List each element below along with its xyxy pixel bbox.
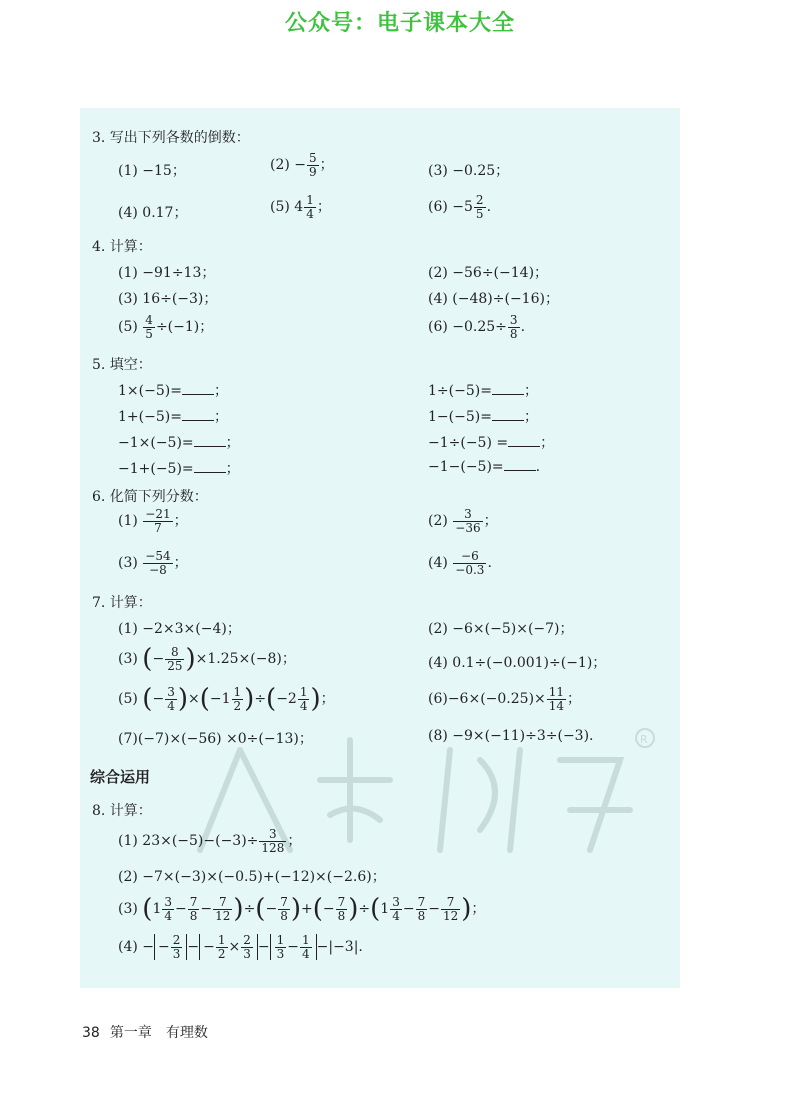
q7-item-7: (7)(−7)×(−56) ×0÷(−13)； [118,731,313,747]
q3-item-4: (4) 0.17； [118,205,188,221]
q5-title: 5. 填空： [92,357,152,373]
q3-item-6: (6) −5 $\frac{2}{5}$ . [428,193,492,221]
q5-blank-4: 1−(−5)= ； [428,409,538,425]
q6-item-4: (4) $\frac{-6}{-0.3}$ . [428,549,492,577]
q5-blank-7: −1+(−5)= ； [118,461,240,477]
q8-title: 8. 计算： [92,803,152,819]
q8-item-1: (1) 23×(−5)−(−3)÷ $\frac{3}{128}$ ； [118,827,302,855]
q5-blank-8: −1−(−5)= . [428,459,541,475]
header-banner: 公众号：电子课本大全 [284,11,515,36]
svg-text:R: R [640,733,648,746]
q4-item-4: (4) (−48)÷(−16)； [428,291,559,307]
q5-blank-3: 1+(−5)= ； [118,409,228,425]
q8-item-4: (4) − − $\frac{2}{3}$ − − $\frac{1}{2}$ × $\frac{2}{3}$ − $\frac{1}{3}$ − $\frac{1}{4}$ −|−3|. [118,933,363,961]
q4-item-5: (5) $\frac{4}{5}$ ÷(−1)； [118,313,214,341]
q6-title: 6. 化简下列分数： [92,489,208,505]
q4-item-3: (3) 16÷(−3)； [118,291,218,307]
q3-item-3: (3) −0.25； [428,163,510,179]
page-number: 38 [82,1025,100,1041]
q4-item-2: (2) −56÷(−14)； [428,265,549,281]
q4-item-1: (1) −91÷13； [118,265,216,281]
q6-item-2: (2) $\frac{3}{-36}$ ； [428,507,498,535]
q3-item-2: (2) − $\frac{5}{9}$ ； [270,151,334,179]
q3-item-5: (5) 4 $\frac{1}{4}$ ； [270,193,331,221]
q3-title: 3. 写出下列各数的倒数： [92,130,250,146]
q6-item-1: (1) $\frac{-21}{7}$ ； [118,507,188,535]
q5-blank-6: −1÷(−5) = ； [428,435,555,451]
q7-item-4: (4) 0.1÷(−0.001)÷(−1)； [428,655,607,671]
q5-blank-2: 1÷(−5)= ； [428,383,538,399]
q7-item-1: (1) −2×3×(−4)； [118,621,241,637]
section-heading: 综合运用 [90,768,151,786]
q5-blank-5: −1×(−5)= ； [118,435,240,451]
q3-item-1: (1) −15； [118,163,186,179]
q5-blank-1: 1×(−5)= ； [118,383,228,399]
q8-item-3: (3) (1 $\frac{3}{4}$ − $\frac{7}{8}$ − $\frac{7}{12}$ )÷(− $\frac{7}{8}$ )+(− $\frac{7}{8}$ )÷(1 $\frac{3}{4}$ − $\frac{7}{8}$ − $\frac{7}{12}$ )； [118,894,486,924]
q7-item-8: (8) −9×(−11)÷3÷(−3). [428,728,594,744]
q7-item-5: (5) (− $\frac{3}{4}$ )×(−1 $\frac{1}{2}$ )÷(−2 $\frac{1}{4}$ )； [118,684,335,714]
q7-item-3: (3) (− $\frac{8}{25}$ )×1.25×(−8)； [118,644,296,674]
chapter-title: 第一章 有理数 [109,1025,208,1041]
q8-item-2: (2) −7×(−3)×(−0.5)+(−12)×(−2.6)； [118,869,386,885]
q4-item-6: (6) −0.25÷ $\frac{3}{8}$ . [428,313,526,341]
q6-item-3: (3) $\frac{-54}{-8}$ ； [118,549,188,577]
q7-item-2: (2) −6×(−5)×(−7)； [428,621,574,637]
q7-item-6: (6)−6×(−0.25)× $\frac{11}{14}$ ； [428,685,582,713]
page-footer [82,1022,208,1042]
q7-title: 7. 计算： [92,595,152,611]
q4-title: 4. 计算： [92,239,152,255]
